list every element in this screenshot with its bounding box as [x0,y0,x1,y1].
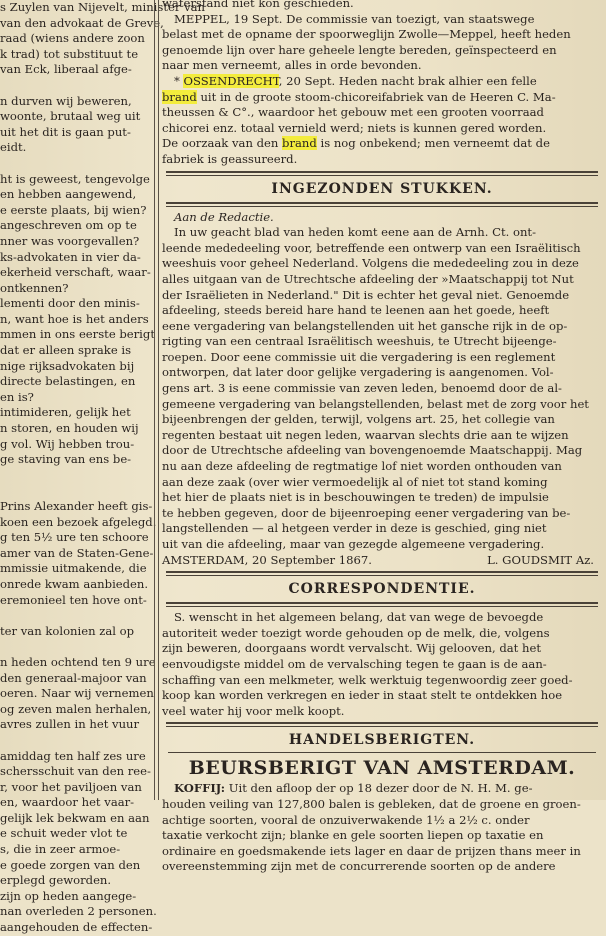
highlight-brand: brand [282,136,317,151]
text-line: ordinaire en goedsmakende iets lager en daar de prijzen thans meer in [162,843,581,858]
text-line: dat er alleen sprake is [0,343,132,358]
text-line: n durven wij beweren, [0,93,132,108]
section-rule [166,171,598,176]
text-line: eenvoudigste middel om de vervalsching tegen te gaan is de aan- [162,656,547,671]
text-line: nige rijksadvokaten bij [0,358,135,373]
text-line: uit het dit is gaan put- [0,124,131,139]
text-line: k trad) tot substituut te [0,46,139,61]
correspondence-body [162,610,602,719]
text-line: belast met de opname der spoorweglijn Zwolle—Meppel, heeft heden [162,27,571,42]
text-line: te hebben gegeven, door de bijeenroeping eener vergadering van be- [162,505,571,520]
text-line: het hier de plaats niet is in beschouwingen te treden) de impulsie [162,490,549,505]
text-line: taxatie verkocht zijn; blanke en gele soorten liepen op taxatie en [162,828,544,843]
text-line [0,639,150,655]
letter-article [162,210,602,569]
text-line: nner was voorgevallen? [0,233,140,248]
text-line: aan deze zaak (over wier vermoedelijk al of niet tot stand koming [162,474,548,489]
text-line: van Eck, liberaal afge- [0,62,132,77]
text-line: ks-advokaten in vier da- [0,249,141,264]
text-line: leende mededeeling voor, betreffende een ontwerp van een Israëlitisch [162,240,581,255]
text-line: houden veiling van 127,800 balen is gebleken, dat de groene en groen- [162,796,581,811]
text-line: nan overleden 2 personen. [0,904,157,919]
text-line: amiddag ten half zes ure [0,748,146,763]
text-line: door de Utrechtsche afdeeling van bovengenoemde Maatschappij. Mag [162,443,583,458]
text-line [0,156,150,172]
text-line: ontkennen? [0,280,69,295]
text-line: veel water hij voor melk koopt. [162,703,345,718]
text-line: S. wenscht in het algemeen belang, dat van wege de bevoegde [174,610,544,625]
section-rule [168,752,596,753]
meppel-article [162,12,602,74]
section-heading-ingezonden: INGEZONDEN STUKKEN. [271,180,493,197]
text-line: gemeene vergadering van belangstellenden, belast met de zorg voor het [162,396,589,411]
text-line: ht is geweest, tengevolge [0,171,150,186]
section-rule [166,602,598,607]
text-line: avres zullen in het vuur [0,717,140,732]
text-line [0,483,150,499]
text-line: e eerste plaats, bij wien? [0,202,147,217]
text-line: theussen & C°., waardoor het gebouw met een grooten voorraad [162,105,544,120]
text-line: waterstand niet kon geschieden. [162,0,354,10]
text-line [0,733,150,749]
text-line: gens art. 3 is eene commissie van zeven leden, benoemd door de al- [162,381,562,396]
text-line: e schuit weder vlot te [0,826,128,841]
text-line: langstellenden — al hetgeen verder in deze is geschied, ging niet [162,521,547,536]
right-column [162,0,602,874]
text-line: der Israëlieten in Nederland." Dit is echter het geval niet. Genoemde [162,287,570,302]
text-line: koop kan worden verkregen en ieder in staat stelt te ontdekken hoe [162,688,563,703]
text-line: aangehouden de effecten- [0,920,153,935]
text-line: woonte, brutaal weg uit [0,109,141,124]
text-line: s, die in zeer armoe- [0,842,121,857]
text-line: mmen in ons eerste berigt [0,327,155,342]
text-line [162,90,602,106]
highlight-ossendrecht: OSSENDRECHT [183,73,279,88]
section-rule [166,202,598,207]
text-line: raad (wiens andere zoon [0,31,145,46]
text-line: en is? [0,389,34,404]
text-span: Uit den afloop der op 18 dezer door de N. H. M. ge- [225,781,533,796]
text-line: oeren. Naar wij vernemen [0,686,154,701]
letter-body [162,225,602,552]
text-line: en, waardoor het vaar- [0,795,135,810]
text-line: schaffing van een melkmeter, welk werktuig tegenwoordig zeer goed- [162,672,573,687]
text-line: amer van de Staten-Gene- [0,545,154,560]
text-line: afdeeling, steeds bereid hare hand te leenen aan het goede, heeft [162,303,550,318]
text-line: MEPPEL, 19 Sept. De commissie van toezigt, van staatswege [174,11,535,26]
column-divider [154,0,159,800]
text-line: ekerheid verschaft, waar- [0,265,151,280]
letter-salutation: Aan de Redactie. [174,209,274,224]
text-line: den generaal-majoor van [0,670,147,685]
text-line: mmissie uitmakende, die [0,561,147,576]
text-line [162,781,602,797]
text-line: rigting van een centraal Israëlitisch weeshuis, te Utrecht bijeenge- [162,334,557,349]
text-line: directe belastingen, en [0,374,136,389]
text-line: alles uitgaan van de Utrechtsche afdeeling der »Maatschappij tot Nut [162,271,574,286]
text-line: s Zuylen van Nijevelt, minister van [0,0,206,14]
section-heading-handelsberigten: HANDELSBERIGTEN. [288,732,476,749]
text-line: eene vergadering van belangstellenden uit het gansche rijk in de op- [162,318,568,333]
section-heading-beursberigt: BEURSBERIGT VAN AMSTERDAM. [188,757,576,780]
article-marker: * [174,73,184,88]
commodity-label: KOFFIJ: [174,781,226,796]
text-line: roepen. Door eene commissie uit die vergadering is een reglement [162,349,556,364]
text-line: fabriek is geassureerd. [162,151,298,166]
text-line: achtige soorten, vooral de onzuiverwakende 1½ a 2½ c. onder [162,812,530,827]
text-line [162,74,602,90]
text-line: Prins Alexander heeft gis- [0,499,153,513]
text-line: eidt. [0,140,27,155]
text-line: angeschreven om op te [0,218,137,233]
ossendrecht-article [162,74,602,168]
text-line: n storen, en houden wij [0,421,139,436]
text-line [0,608,150,624]
text-line: autoriteit weder toezigt worde gehouden op de melk, die, volgens [162,625,550,640]
text-span: is nog onbekend; men verneemt dat de [316,136,550,151]
text-line: zijn op heden aangege- [0,888,137,903]
text-line: n, want hoe is het anders [0,311,149,326]
text-line: bijeenbrengen der gelden, terwijl, volgens art. 25, het collegie van [162,412,555,427]
text-line: g vol. Wij hebben trou- [0,436,135,451]
text-line: van den advokaat de Greve, [0,15,164,30]
koffij-body [162,797,602,875]
text-line: overeenstemming zijn met de concurrerende soorten op de andere [162,859,556,874]
text-line: ge staving van ens be- [0,452,132,467]
text-line: regenten bestaat uit negen leden, waarvan slechts drie aan te wijzen [162,427,569,442]
text-line: koen een bezoek afgelegd. [0,514,157,529]
text-line [162,136,602,152]
text-span: uit in de groote stoom-chicoreifabriek van de Heeren C. Ma- [196,89,556,104]
text-span: , 20 Sept. Heden nacht brak alhier een felle [278,73,537,88]
text-line: erplegd geworden. [0,873,112,888]
text-line: chicorei enz. totaal vernield werd; niets is kunnen gered worden. [162,120,547,135]
text-line: intimideren, gelijk het [0,405,131,420]
text-line: uit van die afdeeling, maar van gezegde algemeene vergadering. [162,537,545,551]
highlight-brand: brand [162,89,197,104]
text-line: onrede kwam aanbieden. [0,576,149,591]
text-line: nu aan deze afdeeling de regtmatige lof niet worden onthouden van [162,459,562,474]
text-span: De oorzaak van den [162,136,283,151]
koffij-article [162,781,602,875]
section-heading-correspondentie: CORRESPONDENTIE. [288,581,476,598]
text-line: schersschuit van den ree- [0,764,151,779]
signature-name: L. GOUDSMIT Az. [487,552,594,567]
text-line: gelijk lek bekwam en aan [0,810,150,825]
text-line: zijn beweren, doorgaans wordt vervalscht. Wij gelooven, dat het [162,641,541,656]
text-line: lementi door den minis- [0,296,140,311]
section-rule [166,571,598,576]
text-line: n heden ochtend ten 9 ure [0,654,156,669]
text-line: ontworpen, dat later door gelijke vergadering is aangenomen. Vol- [162,365,554,380]
text-line: naar men verneemt, alles in orde bevonden. [162,58,422,73]
signature-place: AMSTERDAM, 20 September 1867. [162,552,372,567]
text-line [0,78,150,94]
section-rule [166,722,598,727]
text-line: en hebben aangewend, [0,187,137,202]
text-line: In uw geacht blad van heden komt eene aan de Arnh. Ct. ont- [174,225,536,240]
text-line: eremonieel ten hove ont- [0,592,147,607]
text-line: weeshuis voor geheel Nederland. Volgens die mededeeling zou in deze [162,256,579,271]
text-line: e goede zorgen van den [0,857,141,872]
letter-signature [162,553,602,569]
text-line: g ten 5½ ure ten schoore [0,530,149,545]
text-line: og zeven malen herhalen, [0,701,152,716]
text-line: r, voor het paviljoen van [0,779,142,794]
text-line [0,468,150,484]
text-line: ter van kolonien zal op [0,623,135,638]
text-line: genoemde lijn over hare geheele lengte bereden, geïnspecteerd en [162,42,557,57]
